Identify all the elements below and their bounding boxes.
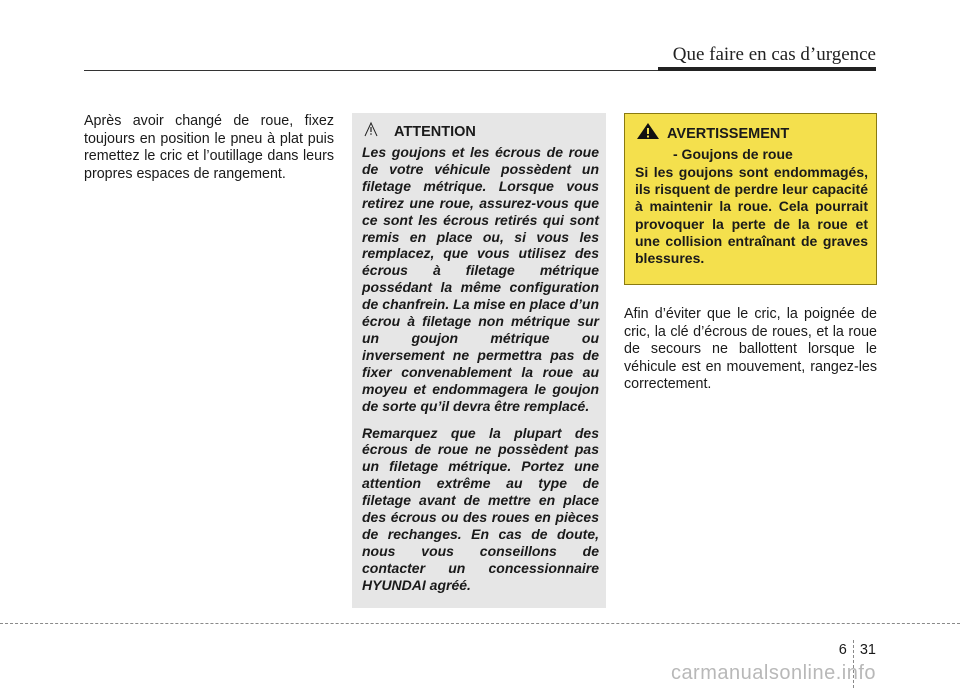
footer-rule	[0, 623, 960, 624]
warning-triangle-outline-icon	[362, 121, 388, 142]
attention-paragraph-1: Les goujons et les écrous de roue de votre véhicule possèdent un filetage métrique. Lorsque vous retirez une roue, assurez-vous que ce sont les écrous retirés qui sont remis en place ou, si vous les remplacez, que vous utilisez des écrous à filetage métrique possédant la même configuration de chanfrein. La mise en place d’un écrou à filetage non métrique sur un goujon métrique ou inversement ne permettra pas de fixer convenablement la roue au moyeu et endommagera le goujon de sorte qu’il devra être remplacé.	[362, 144, 599, 414]
header-accent-bar	[658, 67, 876, 71]
chapter-number: 6	[838, 642, 847, 658]
right-column-text: Afin d’éviter que le cric, la poignée de cric, la clé d’écrous de roues, et la roue de secours ne ballottent lorsque le véhicule est en mouvement, rangez-les correctement.	[624, 306, 877, 393]
watermark-text: carmanualsonline.info	[670, 662, 876, 684]
attention-paragraph-2: Remarquez que la plupart des écrous de roue ne possèdent pas un filetage métrique. Portez une attention extrême au type de filetage avant de mettre en place des écrous ou des roues en pièces de rechanges. En cas de doute, nous vous conseillons de contacter un concessionnaire HYUNDAI agréé.	[362, 424, 599, 593]
page-number-value: 31	[859, 642, 876, 658]
warning-title: AVERTISSEMENT	[667, 125, 790, 142]
warning-subtitle: - Goujons de roue	[673, 146, 793, 162]
warning-text: Si les goujons sont endommagés, ils risquent de perdre leur capacité à maintenir la roue. Cela pourrait provoquer la perte de la roue et une collision entraînant de graves blessures.	[635, 164, 868, 267]
warning-header	[635, 122, 868, 145]
warning-triangle-icon	[635, 122, 661, 145]
warning-box	[624, 113, 877, 285]
attention-box	[352, 113, 606, 608]
attention-title: ATTENTION	[394, 123, 476, 140]
left-column-text: Après avoir changé de roue, fixez toujours en position le pneu à plat puis remettez le cric et l’outillage dans leurs propres espaces de rangement.	[84, 113, 334, 182]
page-header-title: Que faire en cas d’urgence	[672, 44, 876, 65]
attention-header	[362, 121, 599, 142]
